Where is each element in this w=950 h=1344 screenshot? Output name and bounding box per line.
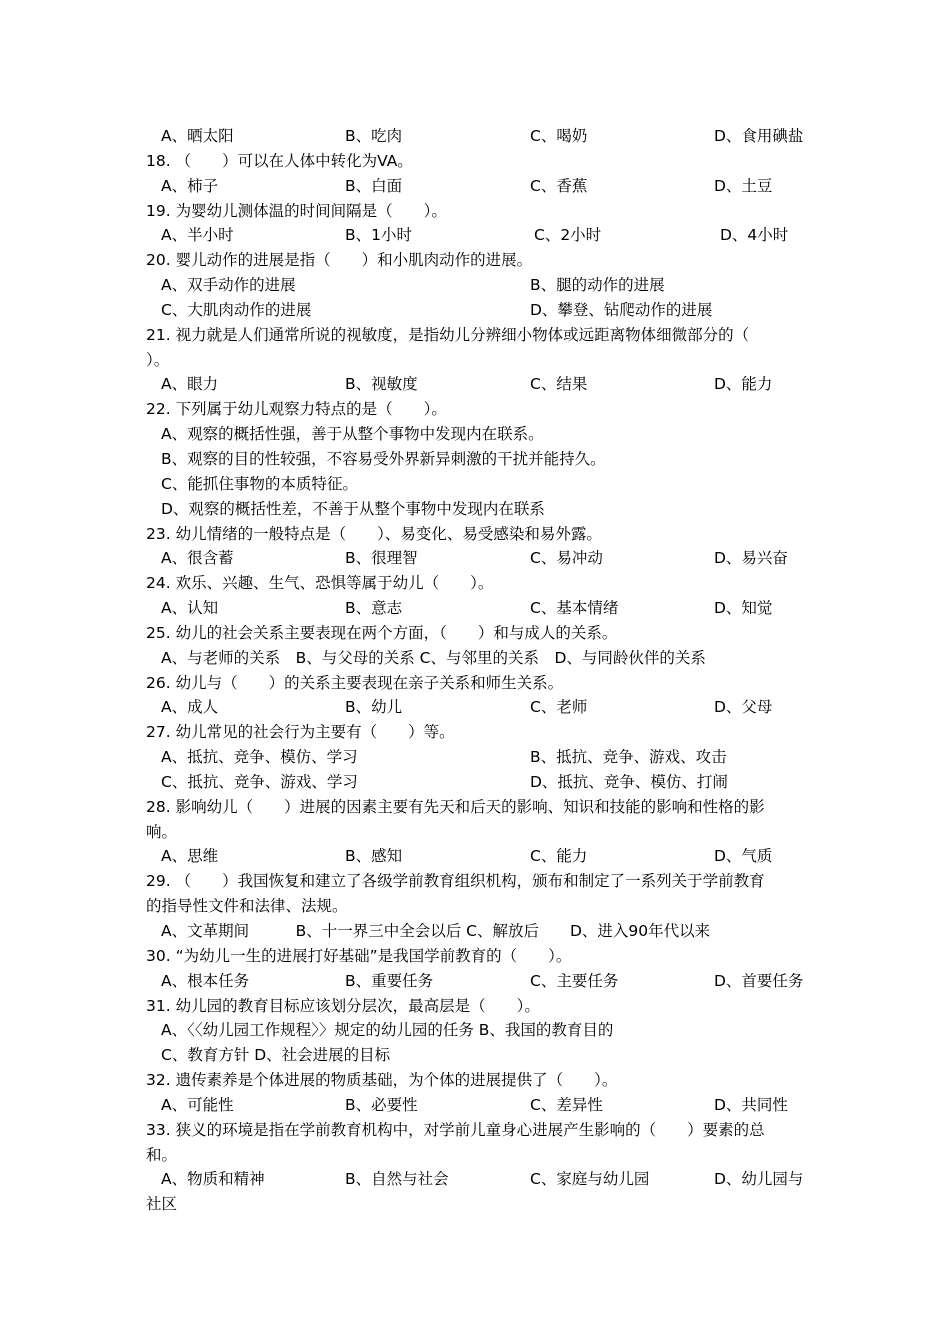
q17-option-a: A、晒太阳 [161, 127, 234, 145]
q21-option-b: B、视敏度 [345, 375, 418, 394]
q22-option-d: D、观察的概括性差，不善于从整个事物中发现内在联系 [161, 499, 545, 518]
q31-options-ab: A、〈〈幼儿园工作规程〉〉规定的幼儿园的任务 B、我国的教育目的 [161, 1021, 614, 1040]
q25-stem: 25. 幼儿的社会关系主要表现在两个方面，（ ）和与成人的关系。 [146, 623, 618, 642]
q27-options-ab [146, 745, 816, 770]
q17-option-b: B、吃肉 [345, 127, 403, 145]
q23-option-d: D、易兴奋 [714, 549, 788, 568]
q26-option-a: A、成人 [161, 698, 219, 717]
q30-stem: 30. “为幼儿一生的进展打好基础”是我国学前教育的（ ）。 [146, 946, 572, 965]
q29-stem-cont: 的指导性文件和法律、法规。 [146, 897, 348, 916]
q21-stem: 21. 视力就是人们通常所说的视敏度，是指幼儿分辨细小物体或远距离物体细微部分的（ [146, 325, 750, 344]
q33-option-c: C、家庭与幼儿园 [530, 1170, 650, 1189]
q24-stem: 24. 欢乐、兴趣、生气、恐惧等属于幼儿（ ）。 [146, 574, 494, 593]
q28-option-c: C、能力 [530, 847, 588, 866]
q21-option-d: D、能力 [714, 375, 773, 394]
q18-option-c: C、香蕉 [530, 176, 588, 195]
q21-option-a: A、眼力 [161, 375, 219, 394]
q19-option-b: B、1小时 [345, 226, 412, 245]
q20-options-ab [146, 273, 816, 298]
q27-options-cd [146, 770, 816, 795]
q26-option-d: D、父母 [714, 698, 773, 717]
q29-stem: 29. （ ）我国恢复和建立了各级学前教育组织机构，颁布和制定了一系列关于学前教育 [146, 872, 765, 891]
q22-option-b: B、观察的目的性较强，不容易受外界新异刺激的干扰并能持久。 [161, 449, 606, 468]
q30-option-a: A、根本任务 [161, 971, 250, 990]
q20-stem: 20. 婴儿动作的进展是指（ ）和小肌肉动作的进展。 [146, 251, 533, 270]
q33-option-a: A、物质和精神 [161, 1170, 265, 1189]
q33-option-d: D、幼儿园与 [714, 1170, 804, 1189]
q30-option-d: D、首要任务 [714, 971, 804, 990]
q27-option-b: B、抵抗、竞争、游戏、攻击 [530, 748, 727, 767]
q20-option-a: A、双手动作的进展 [161, 276, 296, 295]
q31-stem: 31. 幼儿园的教育目标应该划分层次，最高层是（ ）。 [146, 996, 540, 1015]
q23-options [146, 546, 816, 571]
q23-option-c: C、易冲动 [530, 549, 603, 568]
q24-option-a: A、认知 [161, 599, 219, 618]
q19-stem: 19. 为婴幼儿测体温的时间间隔是（ ）。 [146, 201, 447, 220]
q33-option-d-cont: 社区 [146, 1195, 178, 1214]
q22-option-c: C、能抓住事物的本质特征。 [161, 474, 358, 493]
q27-option-c: C、抵抗、竞争、游戏、学习 [161, 772, 358, 791]
q19-option-d: D、4小时 [720, 226, 789, 245]
q24-options [146, 596, 816, 621]
q27-option-d: D、抵抗、竞争、模仿、打闹 [530, 772, 728, 791]
q18-stem: 18. （ ）可以在人体中转化为VA。 [146, 151, 413, 170]
q24-option-b: B、意志 [345, 599, 403, 618]
q21-options [146, 372, 816, 397]
q32-option-a: A、可能性 [161, 1095, 234, 1114]
q21-option-c: C、结果 [530, 375, 588, 394]
q33-stem: 33. 狭义的环境是指在学前教育机构中，对学前儿童身心进展产生影响的（ ）要素的总 [146, 1120, 765, 1139]
q22-option-a: A、观察的概括性强，善于从整个事物中发现内在联系。 [161, 425, 544, 444]
q27-option-a: A、抵抗、竞争、模仿、学习 [161, 748, 358, 767]
q17-options [146, 124, 816, 149]
q18-options [146, 174, 816, 199]
q22-stem: 22. 下列属于幼儿观察力特点的是（ ）。 [146, 400, 447, 419]
q28-option-a: A、思维 [161, 847, 219, 866]
q19-option-a: A、半小时 [161, 226, 234, 245]
q32-option-d: D、共同性 [714, 1095, 788, 1114]
q19-options [146, 223, 816, 248]
q26-stem: 26. 幼儿与（ ）的关系主要表现在亲子关系和师生关系。 [146, 673, 564, 692]
q26-option-c: C、老师 [530, 698, 588, 717]
q30-option-b: B、重要任务 [345, 971, 434, 990]
q17-option-c: C、喝奶 [530, 127, 588, 145]
q19-option-c: C、2小时 [534, 226, 602, 245]
q26-option-b: B、幼儿 [345, 698, 403, 717]
q32-options [146, 1093, 816, 1118]
q23-option-b: B、很理智 [345, 549, 418, 568]
q18-option-d: D、土豆 [714, 176, 773, 195]
q26-options [146, 695, 816, 720]
q24-option-c: C、基本情绪 [530, 599, 619, 618]
q30-option-c: C、主要任务 [530, 971, 619, 990]
q27-stem: 27. 幼儿常见的社会行为主要有（ ）等。 [146, 723, 455, 742]
q32-option-c: C、差异性 [530, 1095, 603, 1114]
q20-option-c: C、大肌肉动作的进展 [161, 300, 312, 319]
q31-options-cd: C、教育方针 D、社会进展的目标 [161, 1046, 391, 1065]
question-list [146, 124, 816, 1217]
q32-stem: 32. 遗传素养是个体进展的物质基础，为个体的进展提供了（ ）。 [146, 1071, 618, 1090]
q20-options-cd [146, 298, 816, 323]
q21-stem-cont: ）。 [146, 350, 170, 369]
q28-options [146, 844, 816, 869]
q28-option-b: B、感知 [345, 847, 403, 866]
q28-stem: 28. 影响幼儿（ ）进展的因素主要有先天和后天的影响、知识和技能的影响和性格的影 [146, 797, 765, 816]
q25-options: A、与老师的关系 B、与父母的关系 C、与邻里的关系 D、与同龄伙伴的关系 [161, 648, 706, 667]
q23-option-a: A、很含蓄 [161, 549, 234, 568]
q23-stem: 23. 幼儿情绪的一般特点是（ ）、易变化、易受感染和易外露。 [146, 524, 602, 543]
q20-option-d: D、攀登、钻爬动作的进展 [530, 300, 713, 319]
q18-option-a: A、柿子 [161, 176, 219, 195]
q20-option-b: B、腿的动作的进展 [530, 276, 665, 295]
q24-option-d: D、知觉 [714, 599, 773, 618]
q33-stem-cont: 和。 [146, 1145, 178, 1164]
q32-option-b: B、必要性 [345, 1095, 418, 1114]
q28-option-d: D、气质 [714, 847, 773, 866]
q29-options: A、文革期间 B、十一界三中全会以后 C、解放后 D、进入90年代以来 [161, 922, 711, 940]
q18-option-b: B、白面 [345, 176, 403, 195]
q28-stem-cont: 响。 [146, 822, 178, 841]
q33-option-b: B、自然与社会 [345, 1170, 449, 1189]
q33-options [146, 1167, 816, 1192]
q17-option-d: D、食用碘盐 [714, 127, 804, 145]
q30-options [146, 969, 816, 994]
